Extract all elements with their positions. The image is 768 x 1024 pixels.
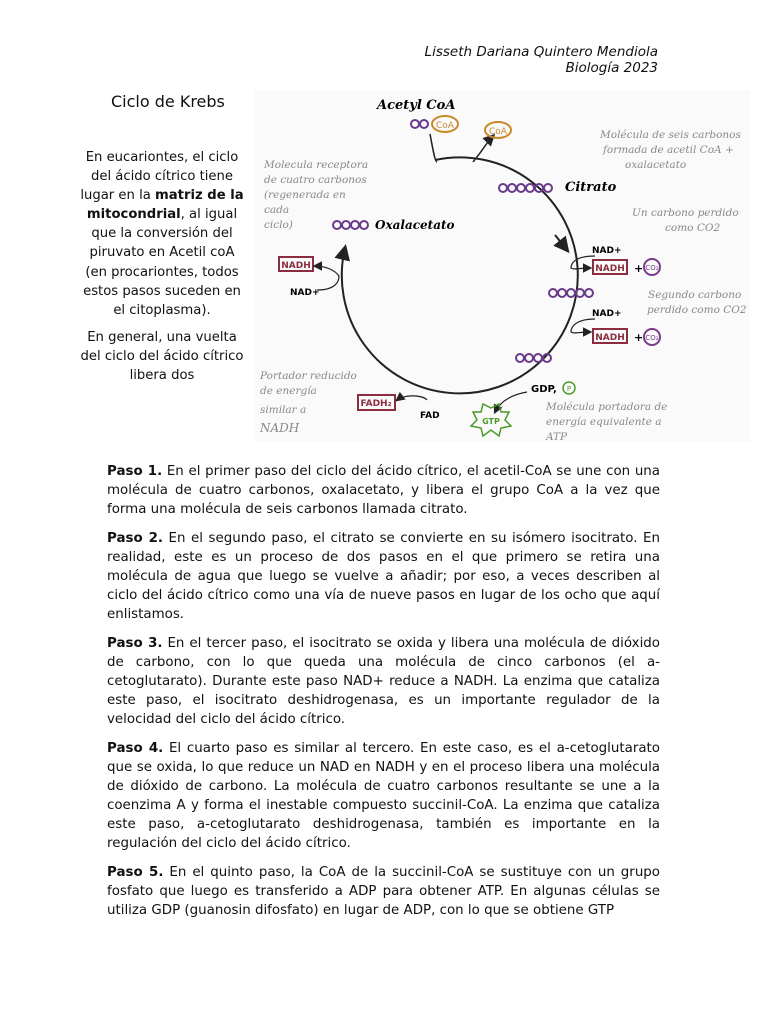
nad-label-1: NAD+ xyxy=(592,246,622,256)
isocitrate-molecule xyxy=(549,289,593,297)
citrate-molecule xyxy=(499,184,552,192)
step-label: Paso 3. xyxy=(107,636,163,651)
fadh2-label: FADH₂ xyxy=(360,399,392,409)
intro-text-a: En eucariontes, el ciclo del ácido cítrico tiene lugar en la xyxy=(80,150,239,204)
step-label: Paso 1. xyxy=(107,464,163,479)
svg-text:formada de acetil CoA +: formada de acetil CoA + xyxy=(603,144,734,156)
steps-text xyxy=(107,462,660,930)
document-title: Ciclo de Krebs xyxy=(111,92,225,111)
succinyl-molecule xyxy=(516,354,551,362)
step-text: En el tercer paso, el isocitrato se oxida y libera una molécula de dióxido de carbono, con lo que queda una molécula de cinco carbonos (el a-cetoglutarato). Durante este paso NAD+ reduce a NADH. La enzima que cataliza este paso, el isocitrato deshidrogenasa, es un importante regulador de la velocidad del ciclo del ácido cítrico. xyxy=(107,636,660,727)
cycle-arrow xyxy=(555,235,567,250)
nadh-label-1: NADH xyxy=(595,264,625,274)
step-text: En el quinto paso, la CoA de la succinil-CoA se sustituye con un grupo fosfato que luego es transferido a ADP para obtener ATP. En algunas células se utiliza GDP (guanosin difosfato) en lugar de ADP, con lo que se obtiene GTP xyxy=(107,865,660,918)
plus-sign-1: + xyxy=(634,262,644,275)
svg-text:energía equivalente a: energía equivalente a xyxy=(546,416,662,428)
intro-paragraph-2: En general, una vuelta del ciclo del ácido cítrico libera dos xyxy=(80,329,244,384)
gdp-label: GDP, xyxy=(531,384,557,395)
author-name: Lisseth Dariana Quintero Mendiola xyxy=(424,44,658,60)
svg-text:de cuatro carbonos: de cuatro carbonos xyxy=(264,174,367,186)
note-carrier xyxy=(259,370,357,435)
intro-bold-text: matriz de la mitocondrial xyxy=(86,188,244,223)
nadh-label-2: NADH xyxy=(595,333,625,343)
step-text: El cuarto paso es similar al tercero. En este caso, es el a-cetoglutarato que se oxida, lo que reduce un NAD en NADH y en el proceso libera una molécula de dióxido de carbono. La molécula de cuatro carbonos resultante se une a la coenzima A y forma el inestable compuesto succinil-CoA. La enzima que cataliza este paso, a-cetoglutarato deshidrogenasa, también es importante en la regulación del ciclo del ácido cítrico. xyxy=(107,741,660,851)
svg-text:ATP: ATP xyxy=(546,431,568,442)
coa-out-label: CoA xyxy=(489,127,507,137)
acetyl-arrow xyxy=(430,134,437,162)
svg-text:Un carbono perdido: Un carbono perdido xyxy=(632,207,739,219)
intro-paragraph-1 xyxy=(80,148,244,320)
svg-text:Segundo carbono: Segundo carbono xyxy=(648,289,742,301)
gtp-label: GTP xyxy=(482,417,500,426)
svg-text:como CO2: como CO2 xyxy=(665,222,721,234)
svg-text:Molecula receptora: Molecula receptora xyxy=(264,159,369,171)
svg-text:Molécula de seis carbonos: Molécula de seis carbonos xyxy=(600,129,741,141)
svg-text:Portador reducido: Portador reducido xyxy=(260,370,357,382)
step-paragraph xyxy=(107,462,660,519)
krebs-cycle-diagram xyxy=(255,90,750,442)
svg-text:cada: cada xyxy=(264,204,290,216)
citrato-label: Citrato xyxy=(565,180,617,195)
oxalacetato-label: Oxalacetato xyxy=(375,218,455,232)
fad-label: FAD xyxy=(420,411,440,421)
acetyl-coa-molecule xyxy=(411,116,458,132)
note-carbon-lost-1 xyxy=(632,207,739,234)
svg-text:perdido como CO2: perdido como CO2 xyxy=(647,304,747,316)
svg-text:Molécula portadora de: Molécula portadora de xyxy=(546,401,668,413)
phosphate-label: P xyxy=(566,385,572,393)
step-label: Paso 5. xyxy=(107,865,164,880)
intro-text xyxy=(80,148,244,392)
svg-text:oxalacetato: oxalacetato xyxy=(625,159,687,171)
nad-arrow-left xyxy=(315,266,339,290)
note-six-carbon xyxy=(599,129,741,171)
note-carbon-lost-2 xyxy=(647,289,747,316)
note-atp xyxy=(545,401,667,442)
note-acceptor xyxy=(263,159,368,231)
nad-label-left: NAD+ xyxy=(290,288,320,298)
step-paragraph xyxy=(107,529,660,624)
coa-release-arrow xyxy=(473,136,493,162)
intro-text-b: , al igual que la conversión del piruvato en Acetil coA (en procariontes, todos estos pasos suceden en el citoplasma). xyxy=(83,207,241,318)
step-text: En el segundo paso, el citrato se convierte en su isómero isocitrato. En realidad, este es un proceso de dos pasos en el que primero se retira una molécula de agua que luego se vuelve a añadir; por eso, a veces describen al ciclo del ácido cítrico como una vía de nueve pasos en lugar de los ocho que aquí enlistamos. xyxy=(107,531,660,622)
fad-arrow xyxy=(397,396,427,400)
nad-arrow-1 xyxy=(571,256,595,269)
krebs-cycle-svg xyxy=(255,90,750,442)
step-label: Paso 4. xyxy=(107,741,164,756)
step-paragraph xyxy=(107,863,660,920)
svg-text:(regenerada en: (regenerada en xyxy=(264,189,346,201)
svg-text:similar a: similar a xyxy=(260,404,307,416)
coa-in-label: CoA xyxy=(436,121,454,131)
svg-text:NADH: NADH xyxy=(260,421,300,435)
co2-label-2: CO₂ xyxy=(645,334,659,342)
nad-label-2: NAD+ xyxy=(592,309,622,319)
course-label: Biología 2023 xyxy=(565,60,658,76)
nad-arrow-2 xyxy=(571,319,595,333)
acetyl-coa-label: Acetyl CoA xyxy=(377,98,456,113)
step-label: Paso 2. xyxy=(107,531,163,546)
co2-label-1: CO₂ xyxy=(645,264,659,272)
nadh-label-left: NADH xyxy=(281,261,311,271)
oxaloacetate-molecule xyxy=(333,221,368,229)
step-text: En el primer paso del ciclo del ácido cítrico, el acetil-CoA se une con una molécula de cuatro carbonos, oxalacetato, y libera el grupo CoA a la vez que forma una molécula de seis carbonos llamada citrato. xyxy=(107,464,660,517)
step-paragraph xyxy=(107,739,660,853)
plus-sign-2: + xyxy=(634,331,644,344)
svg-text:de energía: de energía xyxy=(260,385,317,397)
svg-text:ciclo): ciclo) xyxy=(264,219,293,231)
step-paragraph xyxy=(107,634,660,729)
author-block xyxy=(425,44,658,76)
